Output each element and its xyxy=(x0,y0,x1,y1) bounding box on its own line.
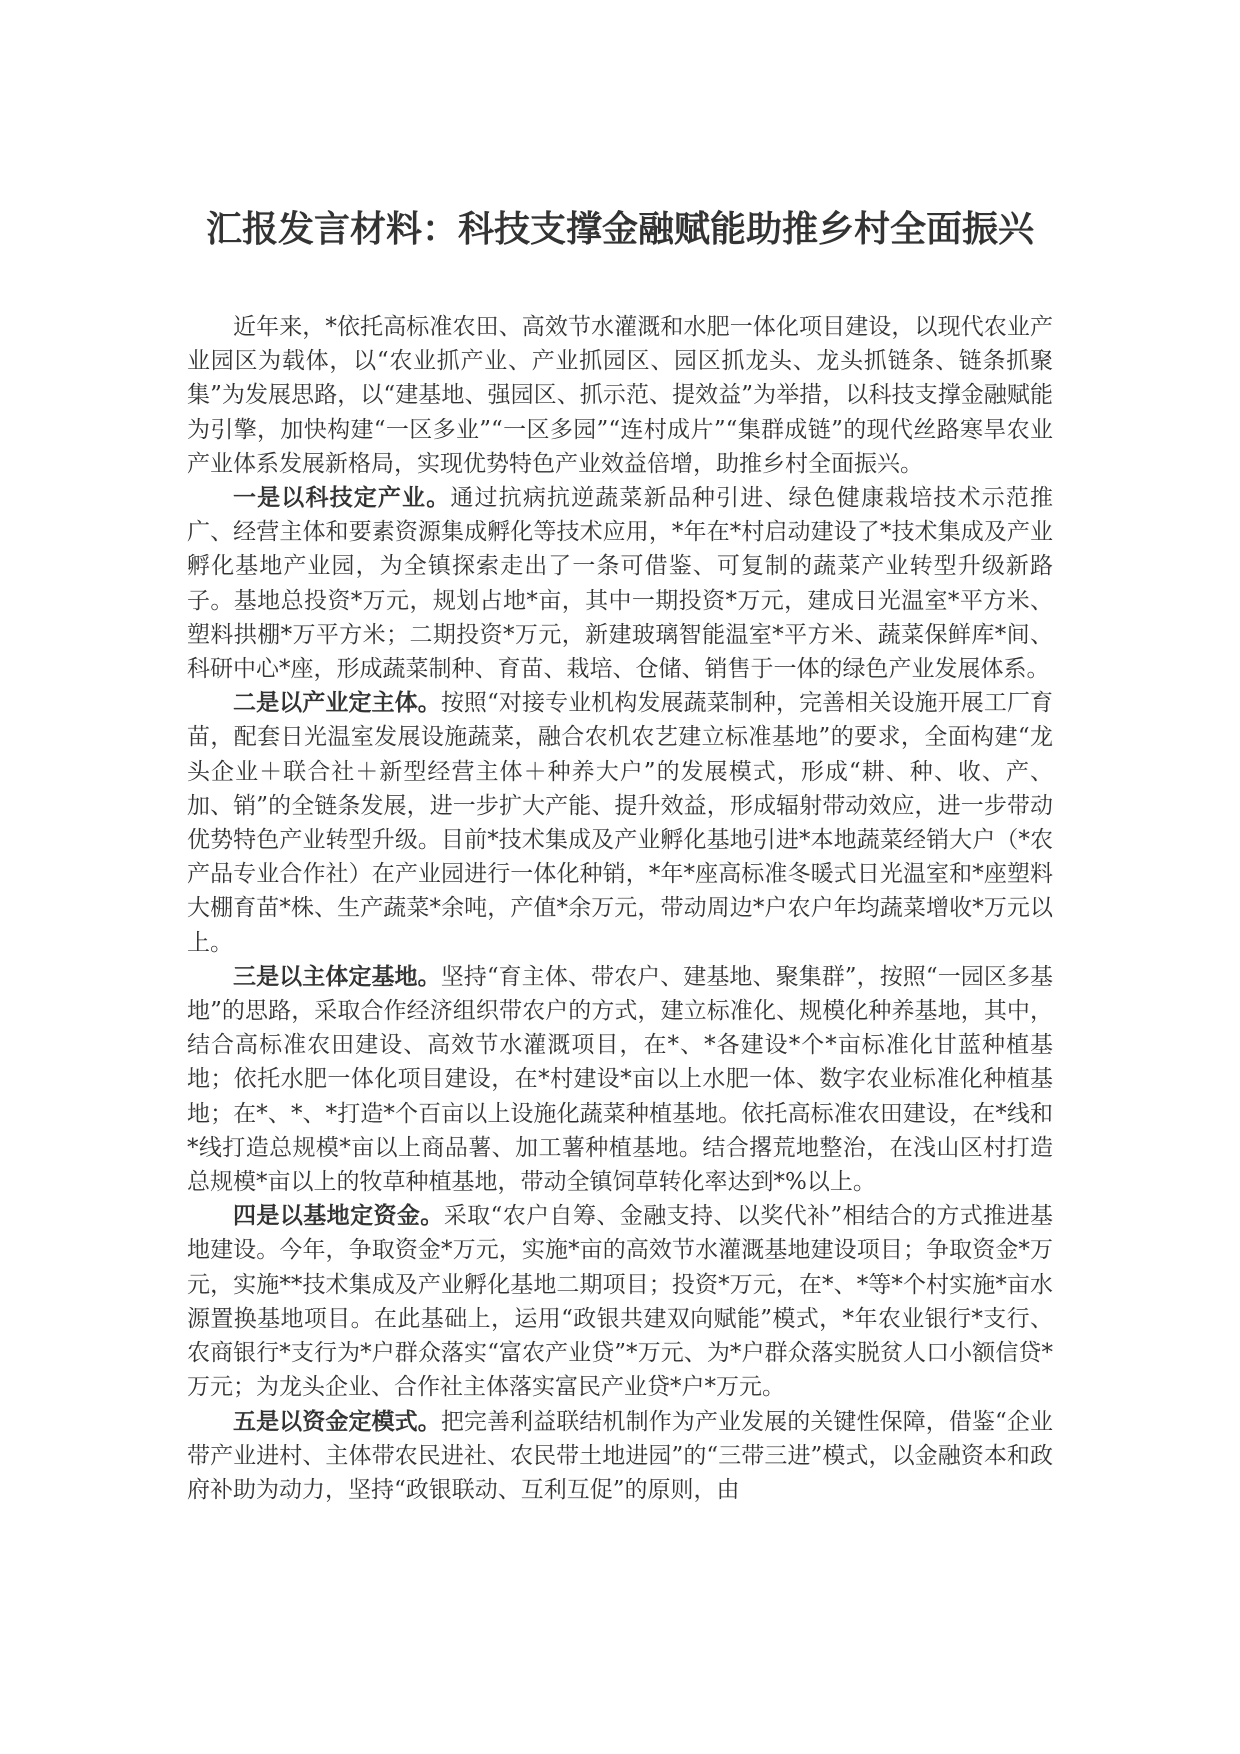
section-heading-1: 一是以科技定产业。 xyxy=(233,485,451,512)
document-body xyxy=(187,310,1053,1507)
section-text-3: 坚持“育主体、带农户、建基地、聚集群”，按照“一园区多基地”的思路，采取合作经济组织带农户的方式，建立标准化、规模化种养基地，其中，结合高标准农田建设、高效节水灌溉项目，在*、*各建设*个*亩标准化甘蓝种植基地；依托水肥一体化项目建设，在*村建设*亩以上水肥一体、数字农业标准化种植基地；在*、*、*打造*个百亩以上设施化蔬菜种植基地。依托高标准农田建设，在*线和*线打造总规模*亩以上商品薯、加工薯种植基地。结合撂荒地整治，在浅山区村打造总规模*亩以上的牧草种植基地，带动全镇饲草转化率达到*%以上。 xyxy=(187,963,1054,1196)
section-paragraph-5 xyxy=(187,1405,1053,1508)
section-heading-4: 四是以基地定资金。 xyxy=(233,1203,444,1230)
section-paragraph-2 xyxy=(187,686,1053,960)
document-title: 汇报发言材料：科技支撑金融赋能助推乡村全面振兴 xyxy=(205,209,1034,250)
section-text-4: 采取“农户自筹、金融支持、以奖代补”相结合的方式推进基地建设。今年，争取资金*万元，实施*亩的高效节水灌溉基地建设项目；争取资金*万元，实施**技术集成及产业孵化基地二期项目；投资*万元，在*、*等*个村实施*亩水源置换基地项目。在此基础上，运用“政银共建双向赋能”模式，*年农业银行*支行、农商银行*支行为*户群众落实“富农产业贷”*万元、为*户群众落实脱贫人口小额信贷*万元；为龙头企业、合作社主体落实富民产业贷*户*万元。 xyxy=(187,1203,1053,1401)
section-paragraph-4 xyxy=(187,1199,1053,1404)
section-heading-2: 二是以产业定主体。 xyxy=(233,690,441,717)
intro-paragraph-text: 近年来，*依托高标准农田、高效节水灌溉和水肥一体化项目建设，以现代农业产业园区为载体，以“农业抓产业、产业抓园区、园区抓龙头、龙头抓链条、链条抓聚集”为发展思路，以“建基地、强园区、抓示范、提效益”为举措，以科技支撑金融赋能为引擎，加快构建“一区多业”“一区多园”“连村成片”“集群成链”的现代丝路寒旱农业产业体系发展新格局，实现优势特色产业效益倍增，助推乡村全面振兴。 xyxy=(187,314,1053,477)
section-text-5: 把完善利益联结机制作为产业发展的关键性保障，借鉴“企业带产业进村、主体带农民进社、农民带土地进园”的“三带三进”模式，以金融资本和政府补助为动力，坚持“政银联动、互利互促”的原则，由 xyxy=(187,1408,1054,1503)
section-paragraph-1 xyxy=(187,481,1053,686)
section-text-1: 通过抗病抗逆蔬菜新品种引进、绿色健康栽培技术示范推广、经营主体和要素资源集成孵化等技术应用，*年在*村启动建设了*技术集成及产业孵化基地产业园，为全镇探索走出了一条可借鉴、可复制的蔬菜产业转型升级新路子。基地总投资*万元，规划占地*亩，其中一期投资*万元，建成日光温室*平方米、塑料拱棚*万平方米；二期投资*万元，新建玻璃智能温室*平方米、蔬菜保鲜库*间、科研中心*座，形成蔬菜制种、育苗、栽培、仓储、销售于一体的绿色产业发展体系。 xyxy=(187,485,1054,683)
section-paragraph-3 xyxy=(187,960,1053,1199)
section-heading-5: 五是以资金定模式。 xyxy=(233,1408,441,1435)
section-heading-3: 三是以主体定基地。 xyxy=(233,963,441,990)
section-text-2: 按照“对接专业机构发展蔬菜制种，完善相关设施开展工厂育苗，配套日光温室发展设施蔬菜，融合农机农艺建立标准基地”的要求，全面构建“龙头企业＋联合社＋新型经营主体＋种养大户”的发展模式，形成“耕、种、收、产、加、销”的全链条发展，进一步扩大产能、提升效益，形成辐射带动效应，进一步带动优势特色产业转型升级。目前*技术集成及产业孵化基地引进*本地蔬菜经销大户（*农产品专业合作社）在产业园进行一体化种销，*年*座高标准冬暖式日光温室和*座塑料大棚育苗*株、生产蔬菜*余吨，产值*余万元，带动周边*户农户年均蔬菜增收*万元以上。 xyxy=(187,690,1054,956)
intro-paragraph xyxy=(187,310,1053,481)
